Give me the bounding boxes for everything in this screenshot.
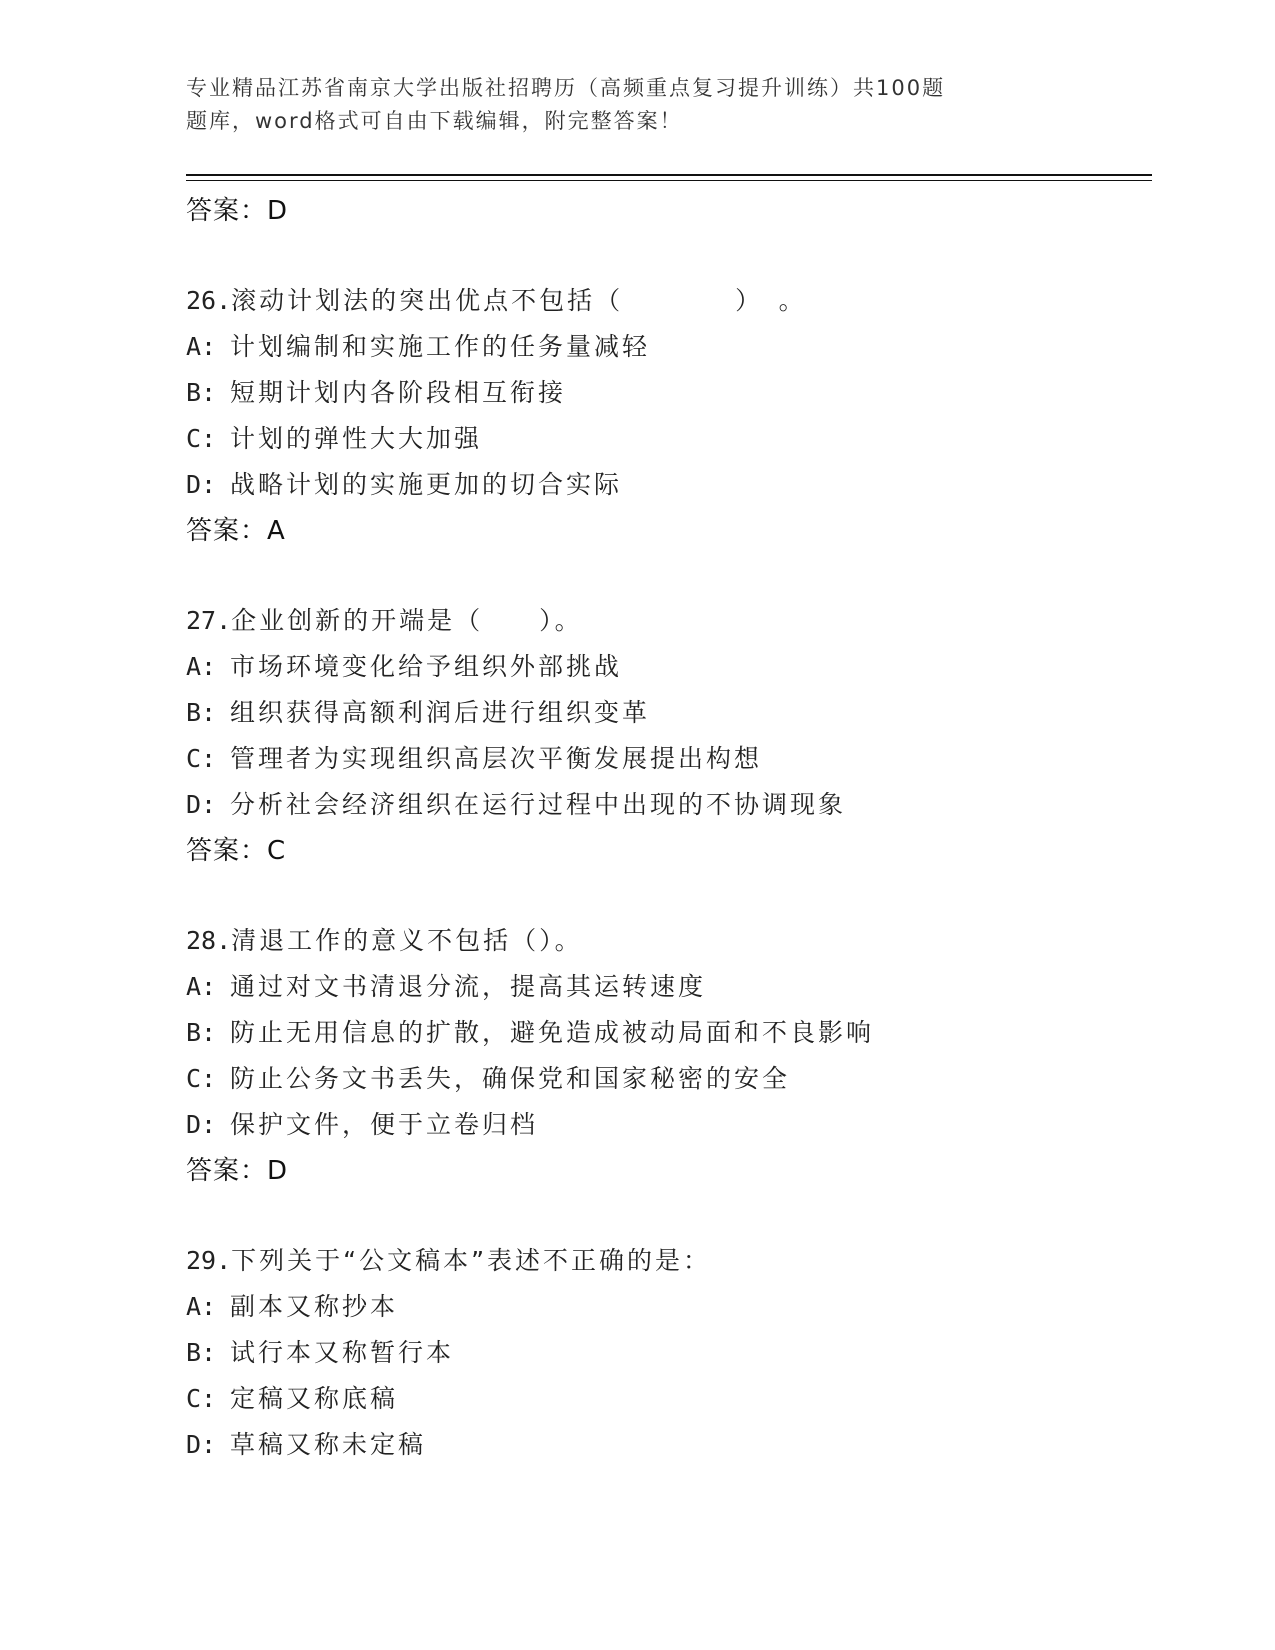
option-key: D: — [186, 1110, 217, 1139]
option-a — [186, 644, 1146, 690]
answer-label: 答案： — [186, 836, 268, 866]
option-key: C: — [186, 424, 217, 453]
page-header — [186, 72, 1026, 138]
question-text: 下列关于“公文稿本”表述不正确的是： — [231, 1246, 712, 1275]
option-key: B: — [186, 378, 217, 407]
option-text: 分析社会经济组织在运行过程中出现的不协调现象 — [230, 790, 847, 819]
question-number: 29. — [186, 1246, 232, 1275]
spacer — [186, 1194, 1146, 1238]
header-divider-thick — [186, 174, 1152, 176]
option-b — [186, 1010, 1146, 1056]
answer-value: A — [267, 516, 288, 546]
answer-line-26 — [186, 508, 1146, 554]
question-stem-28 — [186, 918, 1146, 964]
option-text: 市场环境变化给予组织外部挑战 — [230, 652, 623, 681]
question-stem-26 — [186, 278, 1146, 324]
option-text: 管理者为实现组织高层次平衡发展提出构想 — [230, 744, 763, 773]
option-c — [186, 1376, 1146, 1422]
spacer — [186, 234, 1146, 278]
option-text: 试行本又称暂行本 — [230, 1338, 455, 1367]
option-key: B: — [186, 1018, 217, 1047]
question-text: 滚动计划法的突出优点不包括（ ） 。 — [231, 286, 807, 315]
question-block-26 — [186, 278, 1146, 554]
question-stem-27 — [186, 598, 1146, 644]
option-b — [186, 370, 1146, 416]
option-key: A: — [186, 332, 217, 361]
option-key: B: — [186, 698, 217, 727]
spacer — [186, 874, 1146, 918]
answer-value: C — [267, 836, 289, 866]
option-a — [186, 1284, 1146, 1330]
answer-line-28 — [186, 1148, 1146, 1194]
option-key: D: — [186, 1430, 217, 1459]
option-text: 保护文件，便于立卷归档 — [230, 1110, 539, 1139]
answer-value: D — [267, 1156, 291, 1186]
question-number: 27. — [186, 606, 232, 635]
option-d — [186, 1422, 1146, 1468]
option-key: C: — [186, 1384, 217, 1413]
option-text: 通过对文书清退分流，提高其运转速度 — [230, 972, 707, 1001]
question-number: 28. — [186, 926, 232, 955]
option-d — [186, 1102, 1146, 1148]
option-text: 副本又称抄本 — [230, 1292, 399, 1321]
option-b — [186, 1330, 1146, 1376]
answer-line-25 — [186, 188, 1146, 234]
option-d — [186, 462, 1146, 508]
option-key: A: — [186, 652, 217, 681]
option-text: 短期计划内各阶段相互衔接 — [230, 378, 567, 407]
option-a — [186, 964, 1146, 1010]
spacer — [186, 554, 1146, 598]
option-c — [186, 416, 1146, 462]
option-key: D: — [186, 470, 217, 499]
option-key: C: — [186, 1064, 217, 1093]
header-title-line-1: 专业精品江苏省南京大学出版社招聘历（高频重点复习提升训练）共100题 — [186, 76, 946, 100]
question-block-29 — [186, 1238, 1146, 1468]
option-key: A: — [186, 972, 217, 1001]
question-number: 26. — [186, 286, 232, 315]
header-divider-thin — [186, 180, 1152, 181]
answer-value: D — [267, 196, 291, 226]
option-key: D: — [186, 790, 217, 819]
option-text: 防止公务文书丢失，确保党和国家秘密的安全 — [230, 1064, 791, 1093]
option-a — [186, 324, 1146, 370]
option-text: 草稿又称未定稿 — [230, 1430, 427, 1459]
answer-line-27 — [186, 828, 1146, 874]
option-text: 定稿又称底稿 — [230, 1384, 399, 1413]
option-d — [186, 782, 1146, 828]
question-block-28 — [186, 918, 1146, 1194]
option-key: C: — [186, 744, 217, 773]
answer-label: 答案： — [186, 1156, 268, 1186]
question-text: 企业创新的开端是（ ）。 — [231, 606, 583, 635]
option-key: B: — [186, 1338, 217, 1367]
option-text: 战略计划的实施更加的切合实际 — [230, 470, 623, 499]
answer-label: 答案： — [186, 196, 268, 226]
question-list — [186, 188, 1146, 1468]
option-c — [186, 736, 1146, 782]
question-stem-29 — [186, 1238, 1146, 1284]
answer-label: 答案： — [186, 516, 268, 546]
option-text: 防止无用信息的扩散，避免造成被动局面和不良影响 — [230, 1018, 875, 1047]
question-text: 清退工作的意义不包括（）。 — [231, 926, 583, 955]
header-title-line-2: 题库，word格式可自由下载编辑，附完整答案！ — [186, 109, 683, 133]
option-text: 组织获得高额利润后进行组织变革 — [230, 698, 651, 727]
option-text: 计划的弹性大大加强 — [230, 424, 483, 453]
option-b — [186, 690, 1146, 736]
question-block-27 — [186, 598, 1146, 874]
option-c — [186, 1056, 1146, 1102]
option-key: A: — [186, 1292, 217, 1321]
option-text: 计划编制和实施工作的任务量减轻 — [230, 332, 651, 361]
